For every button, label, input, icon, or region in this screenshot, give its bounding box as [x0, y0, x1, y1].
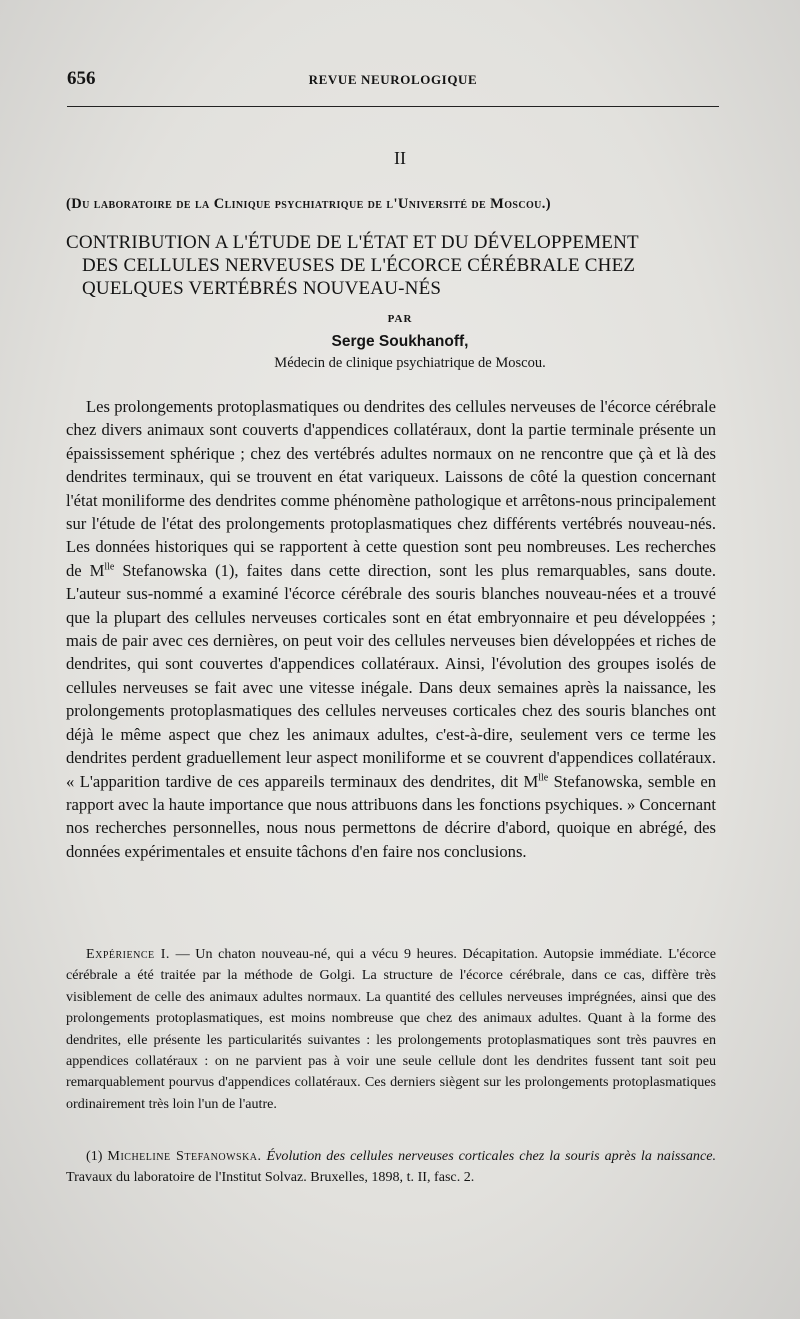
body-paragraph [66, 395, 716, 863]
affiliation: (Du laboratoire de la Clinique psychiatrique de l'Université de Moscou.) [66, 196, 552, 212]
author-name: Serge Soukhanoff, [331, 333, 469, 350]
footnote [66, 1146, 716, 1188]
article-title [66, 231, 726, 300]
body-text: Stefanowska (1), faites dans cette direction, sont les plus remarquables, sans doute. L'auteur sus-nommé a examiné l'écorce cérébrale des souris blanches nouveau-nées et a trouvé que la plupart des cellules nerveuses corticales sont en état embryonnaire et peu développées ; mais de pair avec ces dernières, on peut voir des cellules nerveuses bien développées et riches de dendrites, qui sont couvertes d'appendices collatéraux. Ainsi, l'évolution des groupes isolés de cellules nerveuses se fait avec une vitesse inégale. Dans deux semaines après la naissance, les prolongements protoplasmatiques des cellules nerveuses corticales chez des souris blanches ont déjà le même aspect que chez les animaux adultes, c'est-à-dire, seulement vers ce terme les dendrites perdent graduellement leur aspect moniliforme et se couvrent d'appendices collatéraux. « L'apparition tardive de ces appareils terminaux des dendrites, dit M [66, 560, 716, 791]
byline-par: PAR [387, 313, 413, 325]
experiment-label: Expérience I. [86, 946, 170, 962]
footnote-author: Micheline Stefanowska. [107, 1148, 262, 1164]
title-line: QUELQUES VERTÉBRÉS NOUVEAU-NÉS [82, 278, 442, 299]
running-header [67, 62, 719, 92]
superscript: lle [538, 771, 549, 783]
header-rule [67, 106, 719, 107]
footnote-source: Travaux du laboratoire de l'Institut Solvaz. Bruxelles, 1898, t. II, fasc. 2. [66, 1169, 475, 1185]
author-role: Médecin de clinique psychiatrique de Moscou. [274, 355, 546, 371]
body-text: Stefanowska, semble en rapport avec la haute importance que nous attribuons dans les fonctions psychiques. » Concernant nos recherches personnelles, nous nous permettons de décrire d'abord, quoique en abrégé, des données expérimentales et ensuite tâchons d'en faire nos conclusions. [66, 771, 716, 861]
superscript: lle [104, 561, 115, 573]
section-number: II [394, 148, 406, 168]
running-head-title: REVUE NEUROLOGIQUE [308, 72, 478, 87]
footnote-marker: (1) [86, 1148, 108, 1164]
title-line: CONTRIBUTION A L'ÉTUDE DE L'ÉTAT ET DU DÉVELOPPEMENT [66, 232, 639, 253]
experiment-paragraph [66, 944, 716, 1115]
footnote-title: Évolution des cellules nerveuses corticales chez la souris après la naissance. [261, 1148, 716, 1164]
title-line: DES CELLULES NERVEUSES DE L'ÉCORCE CÉRÉBRALE CHEZ [82, 255, 636, 276]
body-text: Les prolongements protoplasmatiques ou dendrites des cellules nerveuses de l'écorce cérébrale chez divers animaux sont couverts d'appendices collatéraux, dont la partie terminale présente un épaississement sphérique ; chez des vertébrés adultes normaux on ne rencontre que çà et là des dendrites terminaux, qui se trouvent en état variqueux. Laissons de côté la question concernant l'état moniliforme des dendrites comme phénomène pathologique et arrêtons-nous principalement sur l'étude de l'état des prolongements protoplasmatiques chez différents vertébrés nouveau-nés. Les données historiques qui se rapportent à cette question sont peu nombreuses. Les recherches de M [66, 397, 716, 580]
page-number: 656 [67, 68, 96, 89]
experiment-text: — Un chaton nouveau-né, qui a vécu 9 heures. Décapitation. Autopsie immédiate. L'écorce cérébrale a été traitée par la méthode de Golgi. La structure de l'écorce cérébrale, dans ce cas, diffère très visiblement de celle des animaux adultes normaux. La quantité des cellules nerveuses imprégnées, ainsi que des prolongements protoplasmatiques, est moins nombreuse que chez des animaux adultes. Quant à la forme des dendrites, elle présente les particularités suivantes : les prolongements protoplasmatiques sont très pauvres en appendices collatéraux : on ne parvient pas à voir une seule cellule dont les dendrites fussent tant soit peu remarquablement pourvus d'appendices collatéraux. Ces derniers siègent sur les prolongements protoplasmatiques ordinairement très loin l'un de l'autre. [66, 946, 716, 1112]
